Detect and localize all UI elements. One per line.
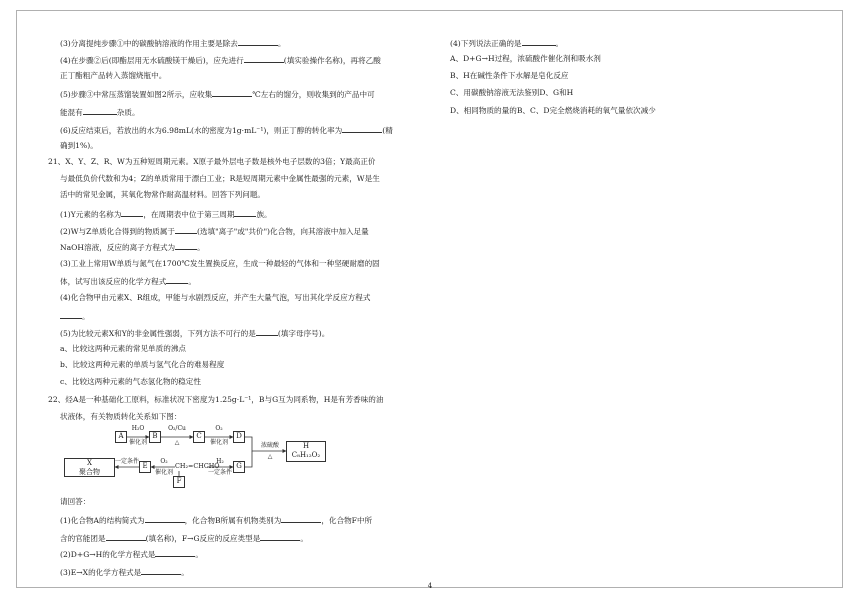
- line-text: (填实验操作名称)，再将乙酸: [283, 56, 381, 65]
- line-text: C、用碳酸钠溶液无法鉴别D、G和H: [450, 88, 574, 97]
- text-line: [60, 310, 90, 322]
- line-text: ℃左右的馏分，则收集到的产品中可: [252, 90, 375, 99]
- answer-blank[interactable]: [155, 548, 195, 557]
- text-line: [450, 88, 573, 98]
- box-A: A: [115, 431, 127, 443]
- line-text: (4)下列说法正确的是: [450, 39, 522, 48]
- label-fg-bottom: 一定条件: [208, 469, 233, 476]
- box-E: E: [139, 461, 151, 473]
- line-text: b、比较这两种元素的单质与氢气化合的难易程度: [60, 360, 225, 369]
- box-F: F: [173, 476, 185, 488]
- page-number: 4: [427, 582, 433, 590]
- line-text: (3)分离提纯步骤①中的碳酸钠溶液的作用主要是除去: [60, 39, 238, 48]
- line-text: D、相同物质的量的B、C、D完全燃烧消耗的氧气量依次减少: [450, 106, 656, 115]
- text-line: [60, 106, 140, 118]
- line-text: ，化合物F中所: [321, 516, 373, 525]
- answer-blank[interactable]: [175, 225, 197, 234]
- label-bc-top: O₂/Cu: [168, 425, 186, 432]
- answer-blank[interactable]: [141, 566, 181, 575]
- answer-blank[interactable]: [212, 88, 252, 97]
- line-text: (2)W与Z单质化合得到的物质属于: [60, 227, 175, 236]
- line-text: (精: [382, 126, 393, 135]
- box-X-label: X: [87, 459, 92, 467]
- text-line: [60, 566, 189, 578]
- line-text: 活中的常见金属，其氧化物常作耐高温材料。回答下列问题。: [60, 190, 266, 199]
- line-text: (5)步骤③中常压蒸馏装置如图2所示，应收集: [60, 90, 213, 99]
- box-G: G: [233, 461, 245, 473]
- text-line: [60, 54, 381, 66]
- answer-blank[interactable]: [244, 54, 284, 63]
- line-text: (1)化合物A的结构简式为: [60, 516, 145, 525]
- text-line: [60, 190, 265, 200]
- text-line: [60, 344, 186, 354]
- line-text: 体，试写出该反应的化学方程式: [60, 277, 167, 286]
- line-text: NaOH溶液，反应的离子方程式为: [60, 243, 176, 252]
- line-text: (2)D+G→H的化学方程式是: [60, 550, 156, 559]
- answer-blank[interactable]: [121, 208, 143, 217]
- answer-blank[interactable]: [60, 310, 82, 319]
- line-text: (填名称)，F→G反应的反应类型是: [145, 534, 261, 543]
- text-line: [60, 412, 182, 422]
- middle-formula: CH₂=CHCHO: [175, 462, 220, 470]
- reaction-flow-diagram: [52, 425, 342, 493]
- line-text: ，化合物B所属有机物类别为: [184, 516, 282, 525]
- text-line: [450, 54, 601, 64]
- line-text: (3)工业上常用W单质与氮气在1700℃发生置换反应，生成一种最轻的气体和一种坚硬耐磨的固: [60, 259, 380, 268]
- answer-blank[interactable]: [234, 208, 256, 217]
- answer-blank[interactable]: [166, 275, 188, 284]
- label-dh-top: 浓硫酸: [260, 442, 279, 449]
- text-line: [450, 37, 563, 49]
- label-cd-bottom: 催化剂: [209, 439, 228, 446]
- label-mid-top: O₂: [160, 458, 168, 465]
- label-ab-top: H₂O: [131, 425, 145, 432]
- line-text: (5)为比较元素X和Y的非金属性强弱，下列方法不可行的是: [60, 329, 256, 338]
- line-text: (3)E→X的化学方程式是: [60, 568, 142, 577]
- line-text: 含的官能团是: [60, 534, 106, 543]
- line-text: 状液体，有关物质转化关系如下图：: [60, 412, 182, 421]
- line-text: 22、烃A是一种基础化工原料，标准状况下密度为1.25g·L⁻¹，B与G互为同系物，H是有芳香味的油: [48, 395, 384, 404]
- box-X-sub: 聚合物: [79, 468, 100, 476]
- line-text: 。: [300, 534, 308, 543]
- answer-blank[interactable]: [175, 241, 197, 250]
- line-text: 21、X、Y、Z、R、W为五种短周期元素。X原子最外层电子数是核外电子层数的3倍；Y最高正价: [48, 157, 376, 166]
- box-H: [286, 441, 326, 462]
- text-line: [48, 395, 383, 405]
- answer-blank[interactable]: [238, 37, 278, 46]
- text-line: [450, 106, 656, 116]
- box-D: D: [233, 431, 245, 443]
- box-B: B: [149, 431, 161, 443]
- line-text: (填字母序号)。: [277, 329, 330, 338]
- line-text: (4)在步骤②后(即酯层用无水硫酸镁干燥后)，应先进行: [60, 56, 244, 65]
- line-text: (6)反应结束后，若放出的水为6.98mL(水的密度为1g·mL⁻¹)，则正丁醇的转化率为: [60, 126, 343, 135]
- answer-blank[interactable]: [342, 124, 382, 133]
- line-text: (4)化合物甲由元素X、R组成，甲能与水剧烈反应，并产生大量气泡，写出其化学反应方程式: [60, 293, 371, 302]
- text-line: [60, 327, 329, 339]
- text-line: [60, 259, 380, 269]
- text-line: [60, 141, 98, 151]
- line-text: B、H在碱性条件下水解是皂化反应: [450, 71, 569, 80]
- line-text: 正丁酯粗产品转入蒸馏烧瓶中。: [60, 71, 167, 80]
- line-text: 。: [197, 243, 205, 252]
- text-line: [60, 174, 380, 184]
- text-line: [60, 514, 372, 526]
- answer-blank[interactable]: [145, 514, 185, 523]
- answer-blank[interactable]: [256, 327, 278, 336]
- line-text: (选填"离子"或"共价")化合物，向其溶液中加入足量: [196, 227, 369, 236]
- line-text: (1)Y元素的名称为: [60, 210, 122, 219]
- label-cd-top: O₂: [215, 425, 223, 432]
- text-line: [60, 293, 370, 303]
- line-text: ，在周期表中位于第三周期: [143, 210, 235, 219]
- text-line: [60, 225, 369, 237]
- box-H-formula: C₈H₁₂O₂: [291, 451, 321, 459]
- label-fg-top: H₂: [216, 458, 224, 465]
- line-text: 。: [181, 568, 189, 577]
- line-text: 。: [82, 312, 90, 321]
- label-bc-bottom: △: [174, 439, 180, 446]
- text-line: [60, 208, 272, 220]
- line-text: 与最低负价代数和为4；Z的单质常用于漂白工业；R是短周期元素中金属性最强的元素，W是生: [60, 174, 380, 183]
- text-line: [60, 275, 196, 287]
- line-text: 确到1%)。: [60, 141, 98, 150]
- text-line: [60, 71, 166, 81]
- text-line: [60, 37, 285, 49]
- answer-blank[interactable]: [83, 106, 117, 115]
- label-ab-bottom: 催化剂: [128, 439, 147, 446]
- line-text: 。: [555, 39, 564, 48]
- text-line: [60, 497, 90, 507]
- text-line: [60, 377, 201, 387]
- line-text: 。: [195, 550, 204, 559]
- answer-blank[interactable]: [281, 514, 321, 523]
- box-X: [64, 458, 115, 477]
- line-text: 杂质。: [116, 108, 140, 117]
- line-text: a、比较这两种元素的常见单质的沸点: [60, 344, 187, 353]
- box-H-label: H: [302, 442, 310, 450]
- answer-blank[interactable]: [522, 37, 556, 46]
- line-text: 族。: [256, 210, 272, 219]
- text-line: [48, 157, 376, 167]
- line-text: c、比较这两种元素的气态氢化物的稳定性: [60, 377, 201, 386]
- answer-blank[interactable]: [106, 532, 146, 541]
- label-mid-bottom: 催化剂: [154, 469, 173, 476]
- line-text: 能混有: [60, 108, 83, 117]
- text-line: [60, 548, 203, 560]
- line-text: 。: [188, 277, 196, 286]
- text-line: [450, 71, 569, 81]
- text-line: [60, 124, 393, 136]
- text-line: [60, 88, 375, 100]
- text-line: [60, 360, 224, 370]
- line-text: 。: [277, 39, 286, 48]
- answer-blank[interactable]: [260, 532, 300, 541]
- label-dh-bottom: △: [267, 453, 273, 460]
- text-line: [60, 241, 205, 253]
- label-ex-top: 一定条件: [115, 458, 140, 465]
- line-text: 请回答：: [60, 497, 91, 506]
- text-line: [60, 532, 308, 544]
- line-text: A、D+G→H过程，浓硫酸作催化剂和吸水剂: [450, 54, 601, 63]
- box-C: C: [193, 431, 205, 443]
